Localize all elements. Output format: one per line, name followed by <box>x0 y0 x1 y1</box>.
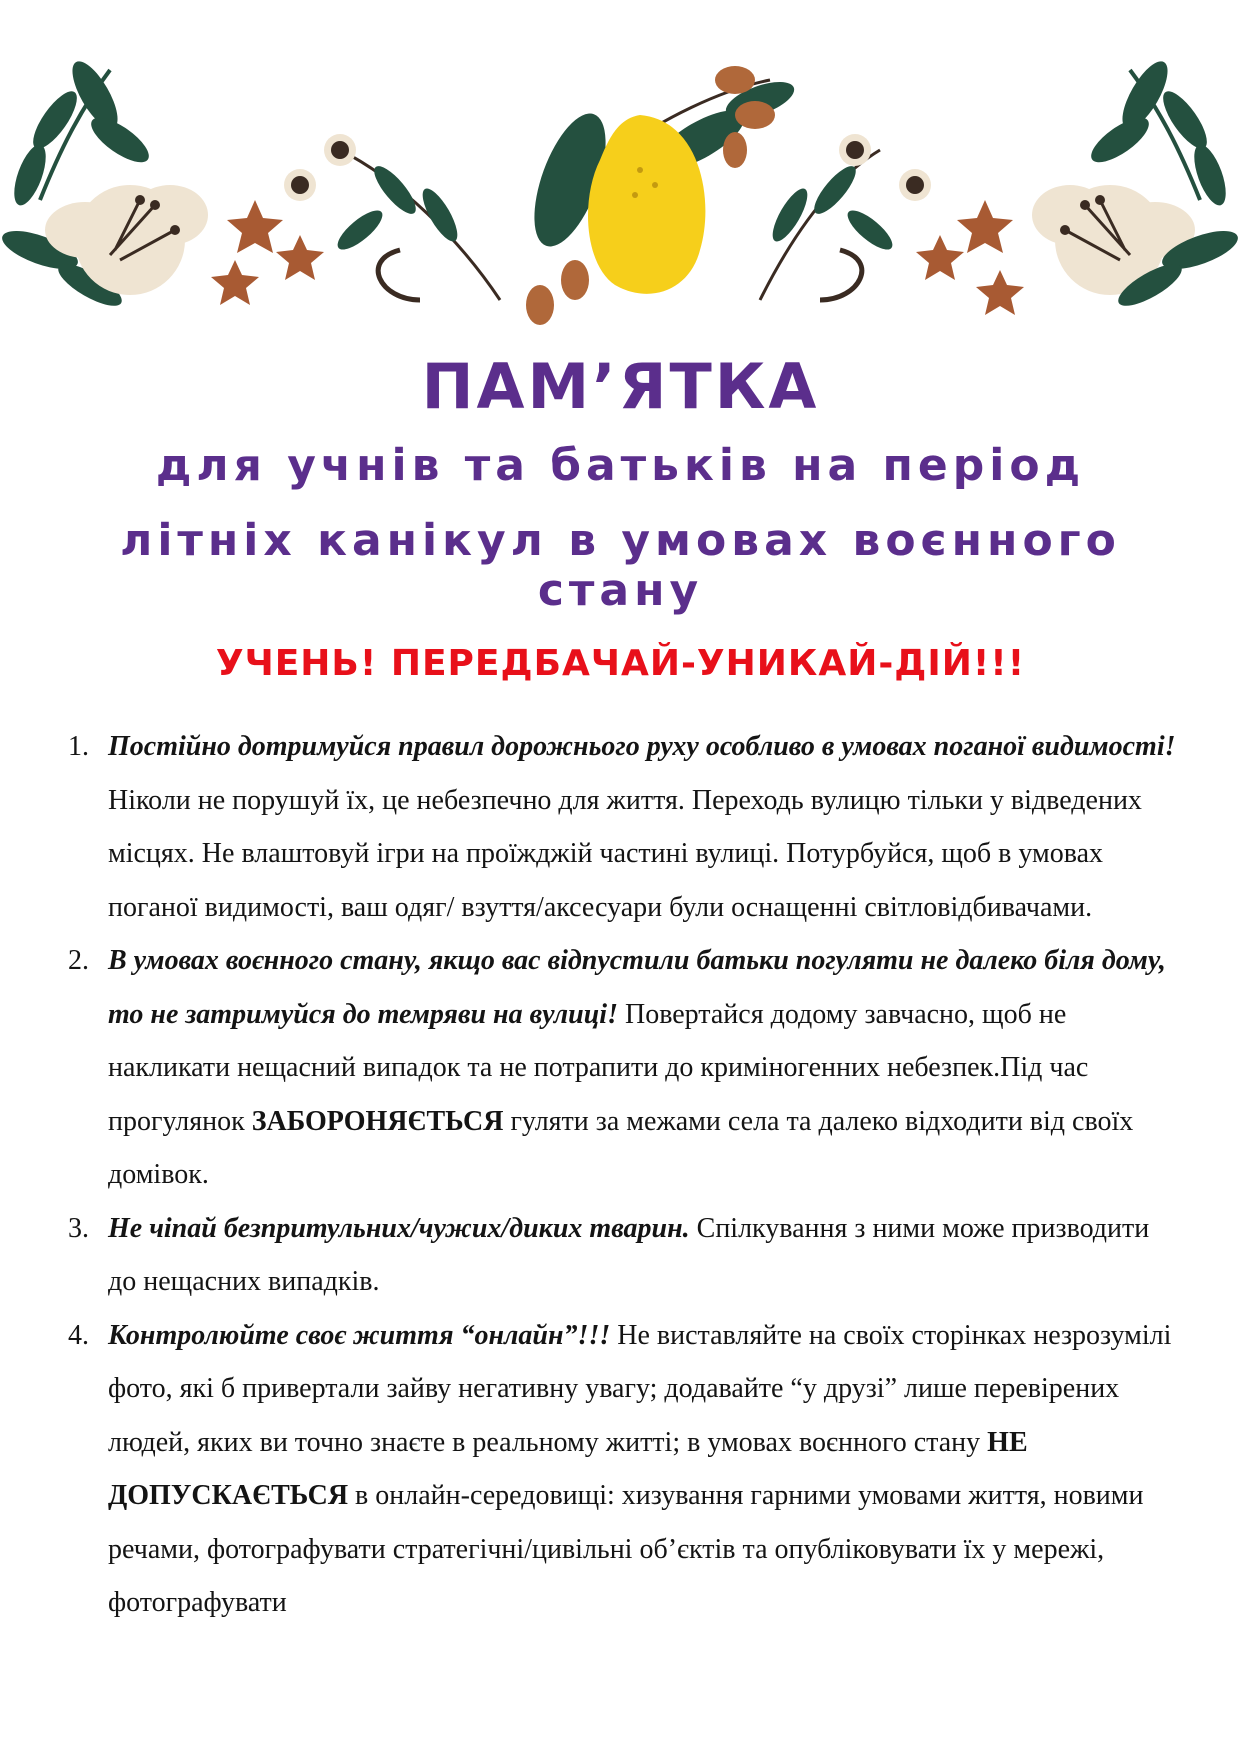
page-title: ПАМ’ЯТКА <box>421 350 820 423</box>
floral-header-decoration <box>0 0 1241 340</box>
rule-item <box>68 1202 1178 1309</box>
rule-item <box>68 934 1178 1202</box>
rule-emphasis: ЗАБОРОНЯЄТЬСЯ <box>251 1105 504 1137</box>
rule-item <box>68 1309 1178 1630</box>
star-spice-icon <box>916 200 1024 315</box>
slogan: УЧЕНЬ! ПЕРЕДБАЧАЙ-УНИКАЙ-ДІЙ!!! <box>215 643 1026 684</box>
star-spice-icon <box>211 200 324 305</box>
rule-body-end: в онлайн-середовищі: хизування гарними умовами життя, новими речами, фотографувати стратегічні/цивільні об’єктів та опубліковувати їх у мережі, фотографувати <box>108 1480 1144 1618</box>
rule-number: 4. <box>68 1319 89 1351</box>
rule-text <box>108 1309 1178 1630</box>
rule-body: Спілкування з ними може призводити до нещасних випадків. <box>108 1212 1150 1297</box>
rule-lead: Не чіпай безпритульних/чужих/диких тварин. <box>108 1212 690 1244</box>
rule-body-end: гуляти за межами села та далеко відходити від своїх домівок. <box>108 1105 1134 1190</box>
rule-lead: Контролюйте своє життя “онлайн”!!! <box>108 1319 611 1351</box>
subtitle-line: літніх канікул в умовах воєнного <box>120 515 1121 566</box>
subtitle-line: для учнів та батьків на період <box>155 440 1086 491</box>
rule-text <box>108 720 1178 934</box>
rules-list <box>68 720 1178 1630</box>
rule-item <box>68 720 1178 934</box>
rule-text <box>108 1202 1178 1309</box>
rule-emphasis: НЕ ДОПУСКАЄТЬСЯ <box>108 1426 1028 1511</box>
leaf-branch-icon <box>284 134 500 300</box>
subtitle-line: стану <box>537 565 704 616</box>
rule-number: 3. <box>68 1212 89 1244</box>
leaf-branch-icon <box>760 134 931 300</box>
rule-lead: В умовах воєнного стану, якщо вас відпустили батьки погуляти не далеко біля дому, то не затримуйся до темряви на вулиці! <box>108 945 1166 1030</box>
rule-text <box>108 934 1178 1202</box>
rule-number: 2. <box>68 945 89 976</box>
rule-body: Не виставляйте на своїх сторінках незрозумілі фото, які б привертали зайву негативну увагу; додавайте “у друзі” лише перевірених людей, яких ви точно знаєте в реальному житті; в умовах воєнного стану <box>108 1319 1172 1458</box>
rule-body: Ніколи не порушуй їх, це небезпечно для життя. Переходь вулицю тільки у відведених місцях. Не влаштовуй ігри на проїжджій частині вулиці. Потурбуйся, щоб в умовах поганої видимості, ваш одяг/ взуття/аксесуари були оснащенні світловідбивачами. <box>108 784 1142 923</box>
rule-lead: Постійно дотримуйся правил дорожнього руху особливо в умовах поганої видимості! <box>108 731 1176 762</box>
rule-number: 1. <box>68 731 89 762</box>
rule-body: Повертайся додому завчасно, щоб не накликати нещасний випадок та не потрапити до криміногенних небезпек.Під час прогулянок <box>108 998 1089 1137</box>
